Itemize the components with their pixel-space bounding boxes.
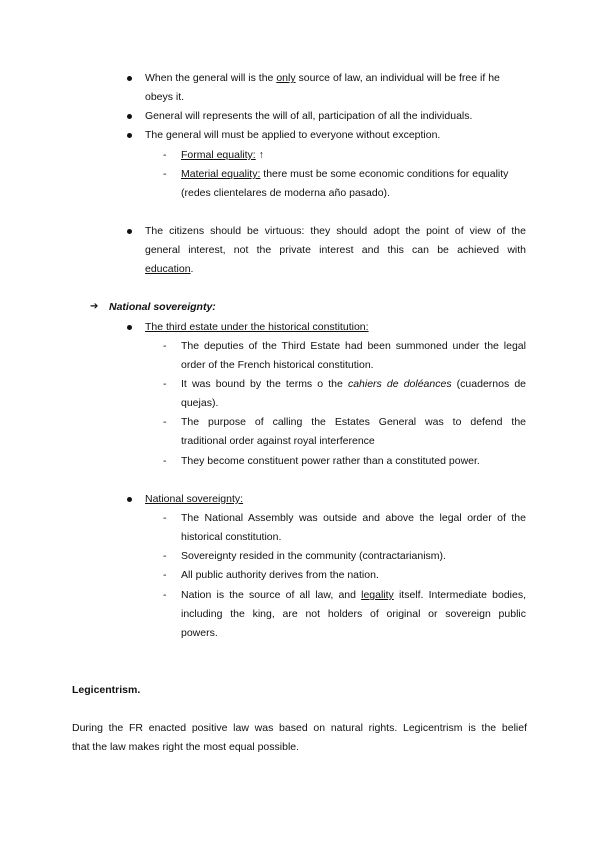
bullet-icon	[127, 133, 132, 138]
bullet-icon	[127, 114, 132, 119]
paragraph-line: traditional order against royal interference	[181, 435, 375, 447]
text: .	[190, 263, 194, 275]
arrow-icon: ➔	[90, 301, 99, 312]
bullet-icon	[127, 76, 132, 81]
dash-marker: -	[163, 340, 167, 352]
underlined-text: only	[276, 72, 296, 84]
text: Nation is the source of all law, and	[181, 589, 362, 601]
bullet-icon	[127, 229, 132, 234]
dash-marker: -	[163, 378, 167, 390]
paragraph-line: (redes clientelares de moderna año pasado).	[181, 187, 390, 199]
text: there must be some economic conditions for equality	[260, 168, 509, 180]
paragraph-line: They become constituent power rather than a constituted power.	[181, 455, 480, 467]
text: source of law, an individual will be free if he	[295, 72, 500, 84]
dash-marker: -	[163, 512, 167, 524]
text: It was bound by the terms o the	[181, 378, 348, 390]
subsection-label: National sovereignty:	[145, 493, 244, 505]
paragraph-line: The purpose of calling the Estates General was to defend the	[181, 416, 526, 428]
paragraph-line	[181, 167, 508, 181]
paragraph-line: Sovereignty resided in the community (contractarianism).	[181, 550, 446, 562]
paragraph-line	[145, 71, 500, 85]
underlined-text: education	[145, 263, 191, 275]
paragraph-line: quejas).	[181, 397, 219, 409]
paragraph-line: obeys it.	[145, 91, 185, 103]
paragraph-line: powers.	[181, 627, 218, 639]
dash-marker: -	[163, 168, 167, 180]
text: ↑	[255, 149, 264, 161]
paragraph-line	[145, 262, 193, 276]
paragraph-line: general interest, not the private interest and this can be achieved with	[145, 244, 526, 256]
paragraph-line: General will represents the will of all, participation of all the individuals.	[145, 110, 473, 122]
text: itself. Intermediate bodies,	[393, 589, 526, 601]
paragraph-line	[181, 148, 264, 162]
text: (cuadernos de	[451, 378, 527, 390]
subsection-label: The third estate under the historical constitution:	[145, 321, 369, 333]
bullet-icon	[127, 325, 132, 330]
paragraph-line: The citizens should be virtuous: they should adopt the point of view of the	[145, 225, 526, 237]
paragraph-line: During the FR enacted positive law was based on natural rights. Legicentrism is the belief	[72, 722, 527, 734]
paragraph-line: including the king, are not holders of original or sovereign public	[181, 608, 526, 620]
section-heading: National sovereignty:	[109, 301, 216, 313]
paragraph-line: that the law makes right the most equal possible.	[72, 741, 300, 753]
paragraph-line	[181, 377, 526, 391]
dash-marker: -	[163, 416, 167, 428]
underlined-text: Formal equality:	[181, 149, 256, 161]
paragraph-line: The National Assembly was outside and above the legal order of the	[181, 512, 526, 524]
dash-marker: -	[163, 455, 167, 467]
paragraph-line: historical constitution.	[181, 531, 282, 543]
italic-text: cahiers de doléances	[347, 378, 452, 390]
underlined-text: legality	[361, 589, 394, 601]
paragraph-line: The deputies of the Third Estate had been summoned under the legal	[181, 340, 526, 352]
dash-marker: -	[163, 550, 167, 562]
section-heading: Legicentrism.	[72, 684, 141, 696]
underlined-text: Material equality:	[181, 168, 261, 180]
paragraph-line: order of the French historical constitution.	[181, 359, 374, 371]
bullet-icon	[127, 497, 132, 502]
paragraph-line	[181, 588, 526, 602]
dash-marker: -	[163, 149, 167, 161]
paragraph-line: The general will must be applied to everyone without exception.	[145, 129, 441, 141]
text: When the general will is the	[145, 72, 277, 84]
paragraph-line: All public authority derives from the nation.	[181, 569, 379, 581]
dash-marker: -	[163, 569, 167, 581]
dash-marker: -	[163, 589, 167, 601]
